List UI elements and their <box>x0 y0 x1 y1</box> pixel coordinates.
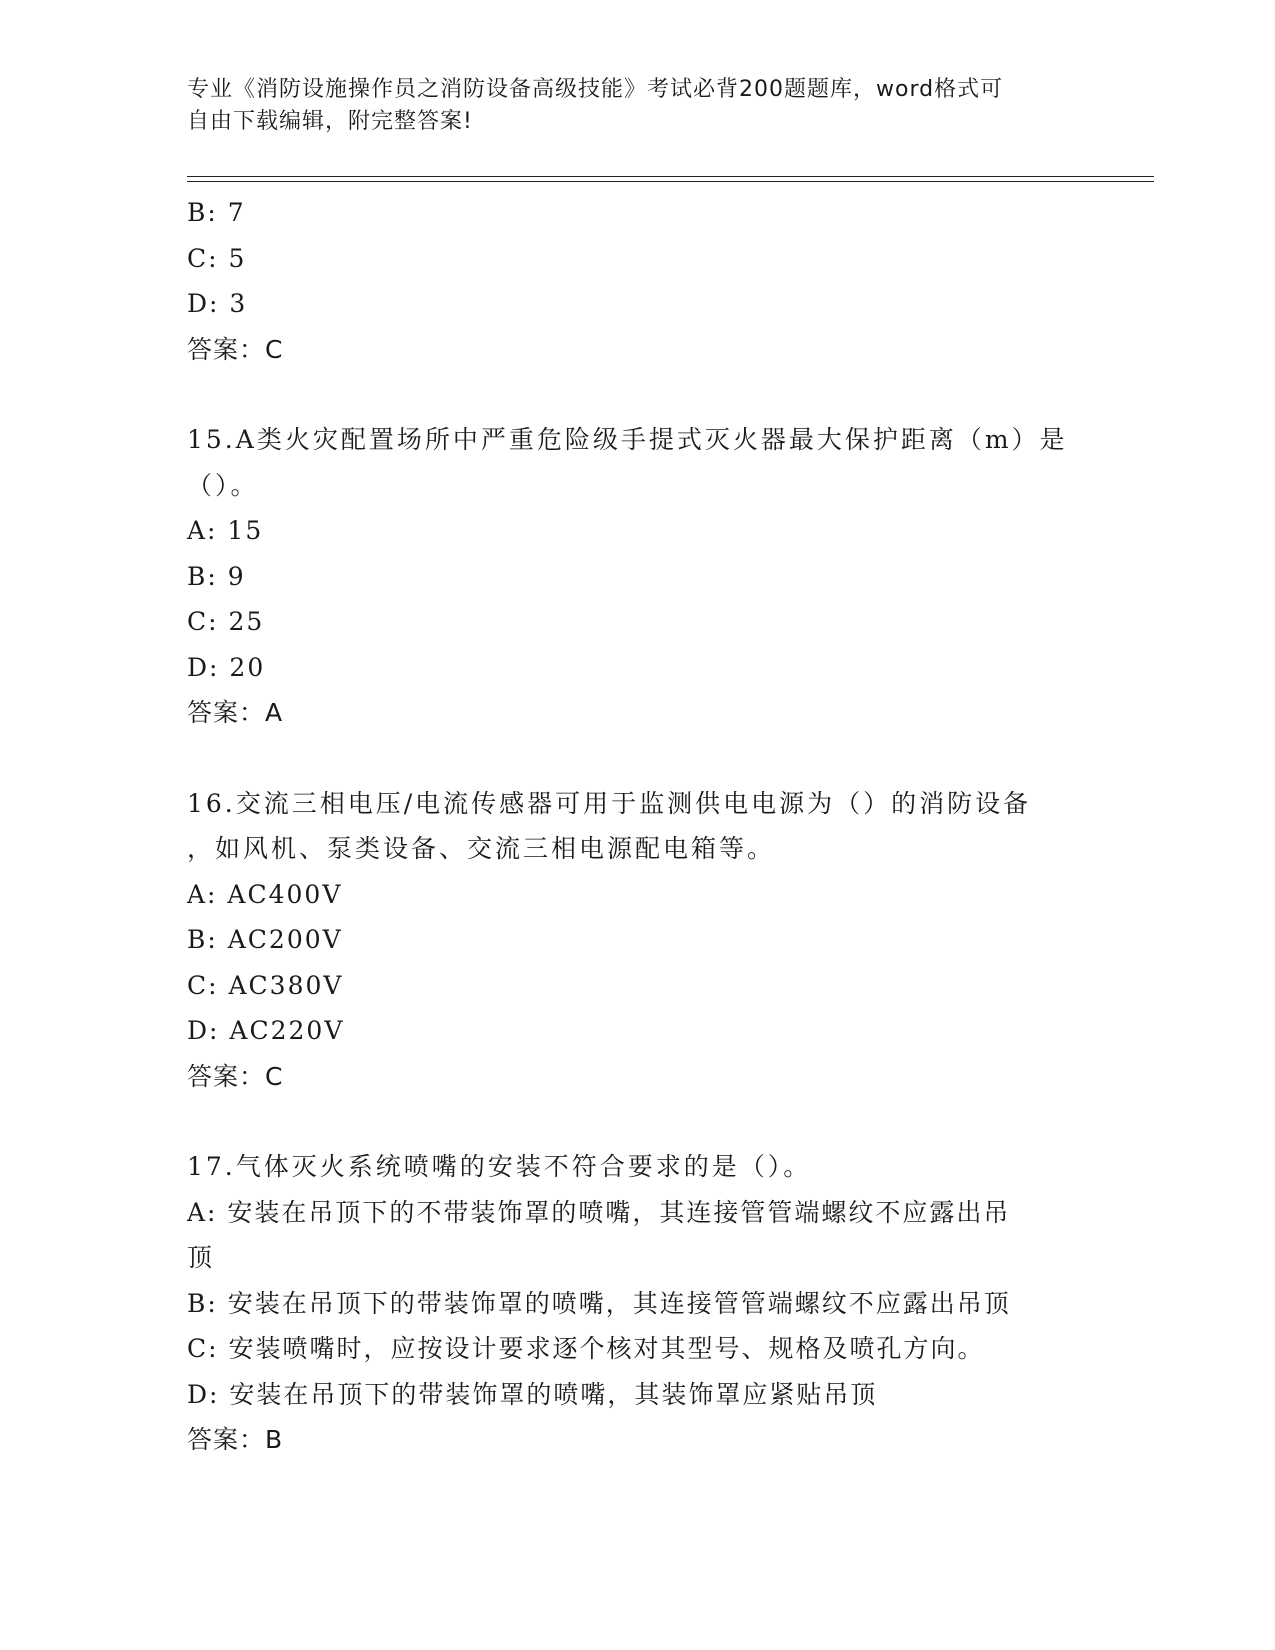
option-b: B: AC200V <box>187 925 343 954</box>
question-14-continued <box>187 190 1087 372</box>
answer: 答案：A <box>187 698 284 727</box>
question-stem: 16.交流三相电压/电流传感器可用于监测供电电源为（）的消防设备 <box>187 788 1032 818</box>
header-divider-bottom <box>187 181 1154 182</box>
answer: 答案：C <box>187 1061 284 1091</box>
question-15 <box>187 417 1087 736</box>
option-c: C: 25 <box>187 607 265 636</box>
option-d: D: 3 <box>187 289 248 318</box>
question-stem-cont: （）。 <box>187 470 259 500</box>
option-c: C: AC380V <box>187 970 344 1000</box>
option-a: A: AC400V <box>187 879 343 909</box>
option-d: D: 20 <box>187 652 266 682</box>
option-b: B: 安装在吊顶下的带装饰罩的喷嘴，其连接管管端螺纹不应露出吊顶 <box>187 1288 1011 1318</box>
question-17 <box>187 1144 1087 1463</box>
page-header <box>187 74 1067 138</box>
option-b: B: 9 <box>187 561 246 591</box>
question-stem-cont: ，如风机、泵类设备、交流三相电源配电箱等。 <box>187 834 776 863</box>
option-d: D: 安装在吊顶下的带装饰罩的喷嘴，其装饰罩应紧贴吊顶 <box>187 1379 878 1409</box>
question-16 <box>187 781 1087 1100</box>
question-stem: 15.A类火灾配置场所中严重危险级手提式灭火器最大保护距离（m）是 <box>187 425 1068 454</box>
header-line-2: 自由下载编辑，附完整答案! <box>187 109 473 134</box>
answer: 答案：C <box>187 334 284 364</box>
option-a: A: 15 <box>187 516 264 545</box>
question-list <box>187 190 1087 1463</box>
option-d: D: AC220V <box>187 1016 345 1045</box>
option-a-cont: 顶 <box>187 1243 215 1272</box>
option-b: B: 7 <box>187 198 246 227</box>
option-c: C: 安装喷嘴时，应按设计要求逐个核对其型号、规格及喷孔方向。 <box>187 1334 985 1363</box>
question-stem: 17.气体灭火系统喷嘴的安装不符合要求的是（）。 <box>187 1152 812 1181</box>
option-c: C: 5 <box>187 243 247 273</box>
header-line-1: 专业《消防设施操作员之消防设备高级技能》考试必背200题题库，word格式可 <box>187 77 1004 102</box>
answer: 答案：B <box>187 1425 284 1454</box>
header-divider-top <box>187 176 1154 177</box>
option-a: A: 安装在吊顶下的不带装饰罩的喷嘴，其连接管管端螺纹不应露出吊 <box>187 1197 1011 1227</box>
